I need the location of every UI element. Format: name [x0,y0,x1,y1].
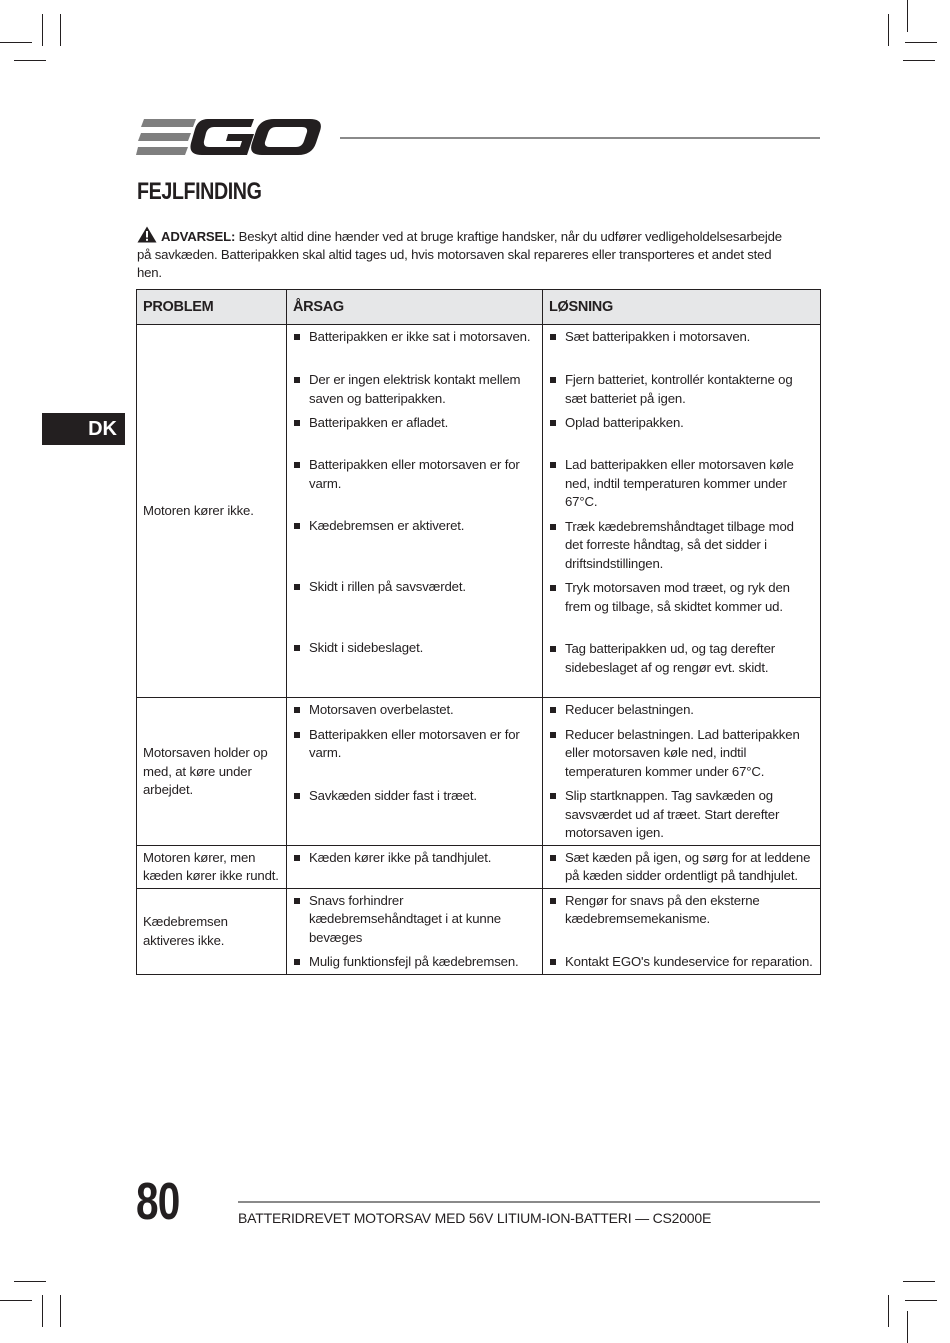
solution-item: Oplad batteripakken. [549,414,814,451]
cause-item: Batteripakken er afladet. [293,414,536,451]
crop-mark [903,1281,935,1282]
crop-mark [888,1295,889,1327]
solution-item: Fjern batteriet, kontrollér kontakterne og sæt batteriet på igen. [549,371,814,408]
cause-item: Batteripakken er ikke sat i motorsaven. [293,328,536,365]
crop-mark [905,1300,937,1301]
cause-cell [287,325,543,698]
cause-cell [287,698,543,846]
ego-logo [136,116,322,160]
problem-cell: Motorsaven holder op med, at køre under arbejdet. [137,698,287,846]
cause-item: Der er ingen elektrisk kontakt mellem saven og batteripakken. [293,371,536,408]
cause-item: Snavs forhindrer kædebremsehåndtaget i at kunne bevæges [293,892,536,948]
crop-mark [903,60,935,61]
page-number: 80 [136,1173,180,1231]
section-title: FEJLFINDING [137,178,262,205]
troubleshooting-table [136,289,821,975]
cause-item: Kædebremsen er aktiveret. [293,517,536,572]
solution-cell [543,888,821,974]
solution-item: Reducer belastningen. [549,701,814,720]
cause-item: Batteripakken eller motorsaven er for varm. [293,456,536,511]
solution-item: Rengør for snavs på den eksterne kædebremsemekanisme. [549,892,814,947]
crop-mark [0,1300,32,1301]
table-header-row [137,290,821,325]
cause-item: Mulig funktionsfejl på kædebremsen. [293,953,536,972]
cause-cell [287,888,543,974]
problem-cell: Kædebremsen aktiveres ikke. [137,888,287,974]
solution-item: Tag batteripakken ud, og tag derefter sidebeslaget af og rengør evt. skidt. [549,640,814,695]
crop-mark [60,14,61,46]
cause-item: Kæden kører ikke på tandhjulet. [293,849,536,868]
cause-item: Skidt i sidebeslaget. [293,639,536,694]
crop-mark [14,1281,46,1282]
crop-mark [907,0,908,32]
header-problem: PROBLEM [137,290,287,325]
solution-item: Sæt kæden på igen, og sørg for at leddene på kæden sidder ordentligt på tandhjulet. [549,849,814,886]
table-row [137,325,821,698]
table-row [137,698,821,846]
solution-item: Reducer belastningen. Lad batteripakken eller motorsaven køle ned, indtil temperaturen kommer under 67°C. [549,726,814,782]
crop-mark [888,14,889,46]
cause-cell [287,845,543,888]
footer-title: BATTERIDREVET MOTORSAV MED 56V LITIUM-ION-BATTERI — CS2000E [238,1210,712,1226]
cause-item: Motorsaven overbelastet. [293,701,536,720]
warning-notice [137,226,797,282]
problem-cell: Motoren kører ikke. [137,325,287,698]
solution-item: Træk kædebremshåndtaget tilbage mod det forreste håndtag, så det sidder i driftsindstillingen. [549,518,814,574]
solution-cell [543,698,821,846]
solution-item: Tryk motorsaven mod træet, og ryk den frem og tilbage, så skidtet kommer ud. [549,579,814,634]
language-tab: DK [42,413,125,445]
crop-mark [14,60,46,61]
solution-cell [543,325,821,698]
cause-item: Skidt i rillen på savsværdet. [293,578,536,633]
cause-item: Savkæden sidder fast i træet. [293,787,536,842]
cause-item: Batteripakken eller motorsaven er for varm. [293,726,536,781]
header-cause: ÅRSAG [287,290,543,325]
table-row [137,845,821,888]
warning-label: ADVARSEL: [161,229,236,244]
solution-item: Lad batteripakken eller motorsaven køle ned, indtil temperaturen kommer under 67°C. [549,456,814,512]
solution-item: Slip startknappen. Tag savkæden og savsværdet ud af træet. Start derefter motorsaven igen. [549,787,814,843]
header-solution: LØSNING [543,290,821,325]
header-rule [340,137,820,139]
warning-text: Beskyt altid dine hænder ved at bruge kraftige handsker, når du udfører vedligeholdelsesarbejde på savkæden. Batteripakken skal altid tages ud, hvis motorsaven skal repareres eller transporteres et andet sted hen. [137,229,782,280]
footer-rule [238,1201,820,1203]
crop-mark [60,1295,61,1327]
table-row [137,888,821,974]
solution-item: Kontakt EGO's kundeservice for reparation. [549,953,814,972]
solution-cell [543,845,821,888]
problem-cell: Motoren kører, men kæden kører ikke rundt. [137,845,287,888]
warning-triangle-icon [137,226,157,243]
solution-item: Sæt batteripakken i motorsaven. [549,328,814,365]
crop-mark [905,42,937,43]
crop-mark [907,1311,908,1343]
crop-mark [42,14,43,46]
crop-mark [0,42,32,43]
crop-mark [42,1295,43,1327]
